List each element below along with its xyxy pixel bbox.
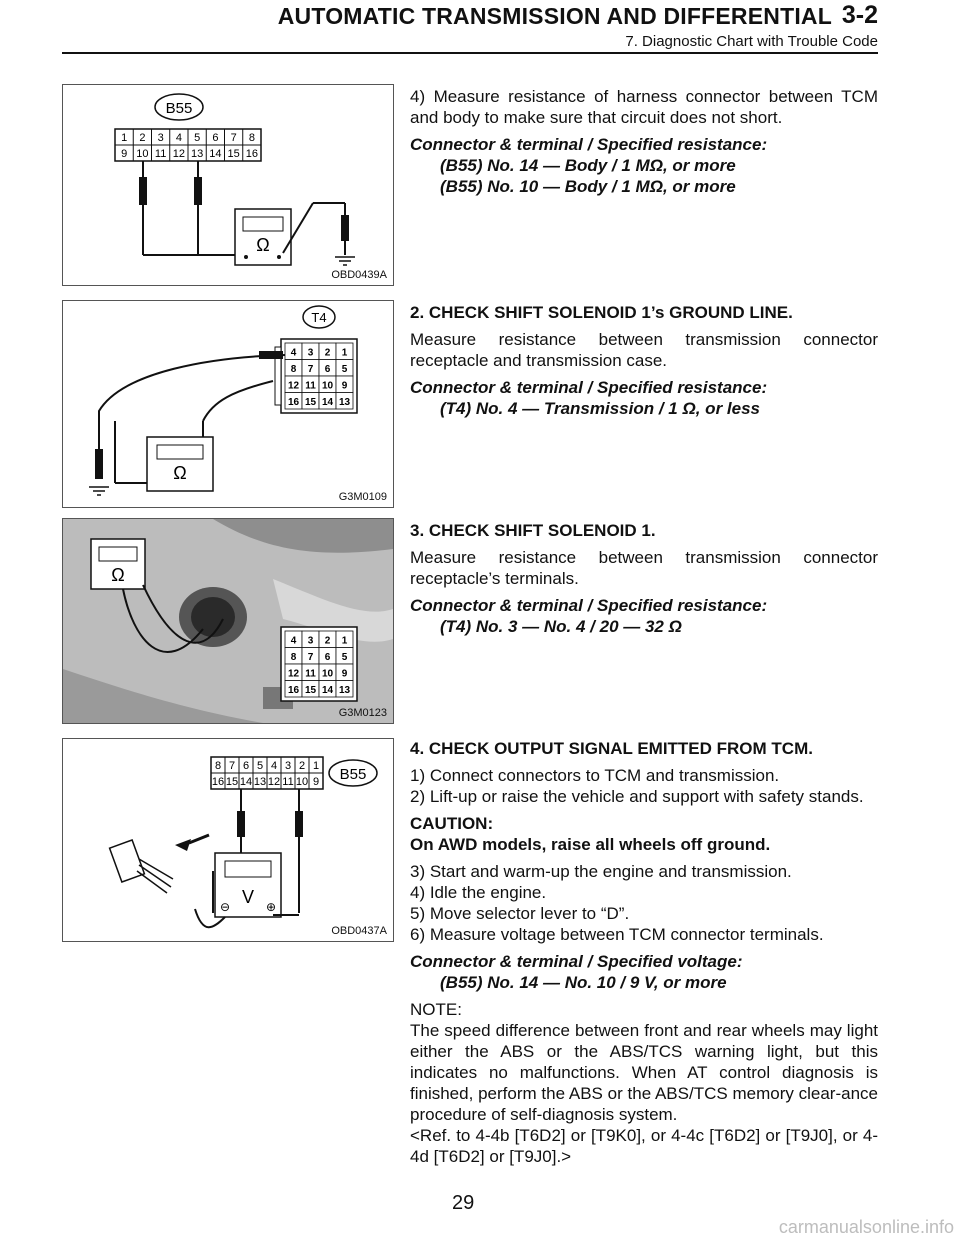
- figure-t4-ground: [62, 300, 394, 508]
- terminal-number: 5: [341, 364, 348, 375]
- step-text: 2) Lift-up or raise the vehicle and support with safety stands.: [410, 787, 864, 806]
- terminal-number: 15: [304, 397, 317, 408]
- terminal-number: 15: [225, 776, 239, 788]
- figure-b55-resistance: [62, 84, 394, 286]
- terminal-number: 8: [290, 652, 297, 663]
- watermark: carmanualsonline.info: [778, 1217, 954, 1237]
- meter-symbol: Ω: [256, 235, 270, 255]
- terminal-number: 7: [307, 364, 314, 375]
- connector-diagram: [63, 301, 393, 507]
- chapter-title: AUTOMATIC TRANSMISSION AND DIFFERENTIAL: [277, 3, 832, 29]
- terminal-number: 9: [312, 776, 320, 788]
- section-heading: 4. CHECK OUTPUT SIGNAL EMITTED FROM TCM.: [410, 739, 813, 758]
- note-label: NOTE:: [410, 1000, 462, 1019]
- terminal-number: 11: [305, 668, 316, 680]
- terminal-number: 6: [324, 652, 331, 663]
- terminal-number: 14: [239, 776, 253, 788]
- terminal-number: 12: [267, 776, 281, 788]
- meter-symbol: Ω: [111, 565, 125, 585]
- connector-diagram: [63, 739, 393, 941]
- step-text: 1) Connect connectors to TCM and transmission.: [410, 766, 780, 785]
- terminal-number: 10: [321, 668, 334, 680]
- terminal-number: 10: [321, 380, 334, 392]
- terminal-number: 13: [338, 397, 351, 408]
- terminal-number: 3: [157, 132, 164, 144]
- terminal-number: 9: [121, 148, 128, 160]
- terminal-number: 8: [214, 760, 222, 772]
- terminal-number: 12: [287, 668, 300, 680]
- terminal-number: 2: [139, 132, 146, 144]
- terminal-number: 7: [307, 652, 314, 663]
- terminal-number: 6: [212, 132, 219, 144]
- terminal-number: 8: [290, 364, 297, 375]
- terminal-number: 5: [256, 760, 264, 772]
- section-harness-short: [410, 86, 878, 197]
- terminal-number: 16: [245, 148, 258, 160]
- terminal-number: 3: [284, 760, 292, 772]
- terminal-number: 14: [209, 148, 222, 160]
- spec-heading: Connector & terminal / Specified voltage:: [410, 952, 743, 971]
- terminal-number: 1: [341, 635, 348, 647]
- terminal-number: 2: [324, 347, 331, 359]
- terminal-number: 15: [304, 685, 317, 696]
- terminal-number: 7: [230, 132, 237, 144]
- terminal-number: 2: [324, 635, 331, 647]
- figure-code: OBD0437A: [331, 925, 387, 937]
- connector-label: T4: [311, 310, 327, 325]
- section-subtitle: 7. Diagnostic Chart with Trouble Code: [625, 33, 878, 50]
- terminal-number: 7: [228, 760, 236, 772]
- step-text: 4) Measure resistance of harness connector between TCM and body to make sure that circuit does not short.: [410, 87, 878, 127]
- body-text: Measure resistance between transmission connector receptacle’s terminals.: [410, 548, 878, 588]
- terminal-number: 4: [270, 760, 278, 772]
- section-shift-solenoid: [410, 520, 878, 637]
- terminal-number: 3: [307, 635, 314, 647]
- terminal-number: 16: [287, 397, 300, 408]
- connector-label: B55: [339, 766, 367, 783]
- terminal-number: 16: [211, 776, 225, 788]
- section-ground-line: [410, 302, 878, 419]
- section-output-signal: [410, 738, 878, 1167]
- terminal-number: 8: [248, 132, 255, 144]
- terminal-number: 6: [324, 364, 331, 375]
- terminal-number: 5: [194, 132, 201, 144]
- terminal-number: 1: [121, 132, 128, 144]
- terminal-number: 2: [298, 760, 306, 772]
- solenoid-photo: [63, 519, 393, 723]
- step-text: 4) Idle the engine.: [410, 883, 547, 902]
- spec-line: (B55) No. 14 — No. 10 / 9 V, or more: [440, 973, 727, 992]
- terminal-number: 4: [290, 347, 297, 359]
- meter-symbol: Ω: [173, 463, 187, 483]
- connector-label: B55: [165, 100, 193, 117]
- spec-heading: Connector & terminal / Specified resistance:: [410, 378, 768, 397]
- terminal-number: 14: [321, 685, 334, 696]
- terminal-number: 1: [312, 760, 320, 772]
- terminal-number: 9: [341, 668, 348, 680]
- terminal-number: 13: [253, 776, 267, 788]
- body-text: Measure resistance between transmission connector receptacle and transmission case.: [410, 330, 878, 370]
- figure-code: G3M0123: [338, 707, 387, 719]
- note-text: The speed difference between front and rear wheels may light either the ABS or the ABS/TCS warning light, but this indicates no malfunctions. When AT control diagnosis is finished, perform the ABS or the ABS/TCS memory clear-ance procedure of self-diagnosis system.: [410, 1021, 878, 1124]
- caution-label: CAUTION:: [410, 814, 494, 833]
- step-text: 6) Measure voltage between TCM connector terminals.: [410, 925, 824, 944]
- step-text: 5) Move selector lever to “D”.: [410, 904, 630, 923]
- terminal-number: 9: [341, 380, 348, 392]
- terminal-number: 13: [338, 685, 351, 696]
- terminal-number: 10: [295, 776, 309, 788]
- spec-line: (T4) No. 4 — Transmission / 1 Ω, or less: [440, 399, 760, 418]
- header-rule: [62, 52, 878, 54]
- terminal-number: 6: [242, 760, 250, 772]
- spec-line: (B55) No. 14 — Body / 1 MΩ, or more: [440, 156, 736, 175]
- figure-b55-voltage: [62, 738, 394, 942]
- step-text: 3) Start and warm-up the engine and transmission.: [410, 862, 792, 881]
- figure-solenoid-photo: [62, 518, 394, 724]
- spec-line: (B55) No. 10 — Body / 1 MΩ, or more: [440, 177, 736, 196]
- terminal-number: 4: [290, 635, 297, 647]
- meter-symbol: V: [241, 887, 255, 907]
- terminal-number: 1: [341, 347, 348, 359]
- chapter-code: 3-2: [841, 1, 878, 29]
- reference-text: <Ref. to 4-4b [T6D2] or [T9K0], or 4-4c [T6D2] or [T9J0], or 4-4d [T6D2] or [T9J0].>: [410, 1126, 878, 1166]
- spec-heading: Connector & terminal / Specified resistance:: [410, 135, 768, 154]
- terminal-number: 11: [305, 380, 316, 392]
- terminal-symbol: ⊖: [219, 900, 231, 914]
- terminal-number: 12: [287, 380, 300, 392]
- terminal-number: 12: [172, 148, 185, 160]
- spec-heading: Connector & terminal / Specified resistance:: [410, 596, 768, 615]
- terminal-number: 15: [227, 148, 240, 160]
- terminal-number: 10: [136, 148, 149, 160]
- terminal-number: 11: [154, 148, 167, 160]
- section-heading: 2. CHECK SHIFT SOLENOID 1’s GROUND LINE.: [410, 303, 793, 322]
- terminal-number: 3: [307, 347, 314, 359]
- terminal-number: 11: [282, 776, 294, 788]
- terminal-number: 4: [175, 132, 182, 144]
- terminal-number: 16: [287, 685, 300, 696]
- connector-diagram: [63, 85, 393, 285]
- caution-text: On AWD models, raise all wheels off ground.: [410, 835, 771, 854]
- section-heading: 3. CHECK SHIFT SOLENOID 1.: [410, 521, 656, 540]
- spec-line: (T4) No. 3 — No. 4 / 20 — 32 Ω: [440, 617, 682, 636]
- terminal-number: 14: [321, 397, 334, 408]
- terminal-number: 13: [191, 148, 204, 160]
- figure-code: G3M0109: [338, 491, 387, 503]
- figure-code: OBD0439A: [331, 269, 387, 281]
- terminal-symbol: ⊕: [265, 900, 277, 914]
- page-number: 29: [452, 1192, 475, 1214]
- terminal-number: 5: [341, 652, 348, 663]
